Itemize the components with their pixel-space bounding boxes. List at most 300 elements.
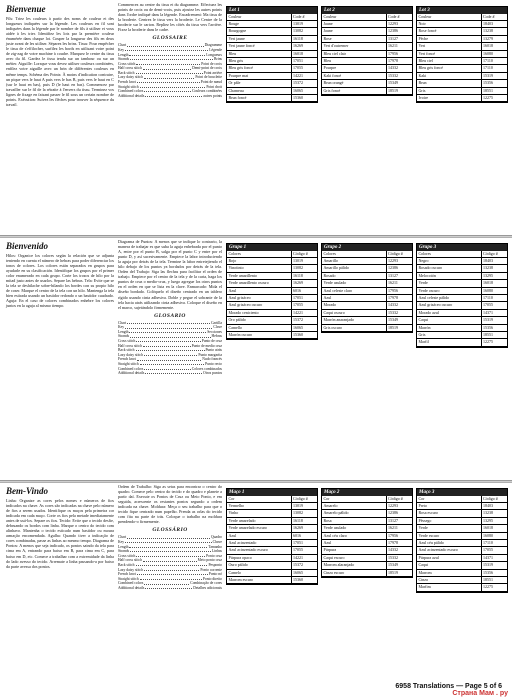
- table-row: [227, 73, 317, 80]
- table-row: [417, 570, 507, 577]
- color-name: Marrom alaranjado: [322, 562, 387, 568]
- glossary-leader-dots: [127, 43, 203, 46]
- color-code: 16080: [483, 287, 493, 293]
- table-header: [322, 251, 412, 258]
- color-name: Brun: [417, 80, 482, 86]
- color-name: Gris oscuro: [322, 325, 387, 331]
- color-name: Marrom escuro: [227, 577, 292, 583]
- color-name: Cinza escuro: [322, 570, 387, 576]
- glossary-leader-dots: [130, 57, 213, 60]
- color-name: Azul acinzentado escuro: [417, 547, 482, 553]
- color-code: 15319: [483, 72, 493, 78]
- table-row: [417, 21, 507, 28]
- color-code: 15349: [388, 80, 398, 86]
- color-code: 6016: [293, 287, 301, 293]
- color-name: Azul acinzentado: [227, 540, 292, 546]
- color-name: Púrpura: [322, 547, 387, 553]
- color-code: 18403: [483, 503, 493, 508]
- glossary-term-en: Length: [118, 544, 129, 549]
- color-code: 16080: [483, 532, 493, 538]
- table-row: [227, 570, 317, 577]
- color-name: Caqui oscuro: [322, 310, 387, 316]
- table-row: [417, 80, 507, 87]
- color-name: Marrón oscuro: [227, 332, 292, 338]
- color-code: 16018: [483, 43, 493, 49]
- color-name: Bleu ciel clair: [322, 51, 387, 57]
- color-name: Morado azul: [417, 310, 482, 316]
- color-code: 16080: [483, 50, 493, 56]
- glossary-leader-dots: [144, 367, 190, 370]
- color-name: Marfil: [417, 339, 482, 345]
- color-name: Caqui escuro: [322, 555, 387, 561]
- color-code: 15319: [483, 317, 493, 323]
- instruction-paragraph: Diagrama de Puntos: A menos que se indique lo contrario, la manera de trabajar es que suba la aguja enhebrada por el punto A, entre por el punto B, salga por el punto C y entre por el punto D, y así sucesivamente. Empiece la labor introduciendo la aguja por detrás de la tela. Termine la labor entretejiendo el hilo debajo de los puntos ya bordados por detrás de la tela. Orden del Trabajo: Siga las flechas para facilitar el orden de trabajo. Empiece por el centro de la tela y de la carta, haga los puntos de cruz o medio-cruz, y luego agregue los otros puntos en el orden en que se lista en la clave. Enmarcado: Mida el diseño bordado. Colóquelo el diseño centrado en un tablero rígido usando cinta adhesiva. Doble y pegue el sobrante de la tela hacia atrás utilizando cinta adhesiva. Coloque el diseño en el marco, sujetándolo firmemente.: [118, 239, 222, 310]
- color-name: Melocotón: [417, 273, 482, 279]
- glossary-term-translated: Point arrière: [203, 70, 222, 75]
- color-code: 16269: [293, 280, 303, 286]
- glossary-leader-dots: [140, 577, 202, 580]
- table-row: [417, 577, 507, 584]
- color-code: 16211: [388, 43, 398, 49]
- color-name: Púrpura opaco: [227, 555, 292, 561]
- color-code: 17055: [293, 302, 303, 308]
- instructions-column-right: [118, 484, 222, 591]
- color-name: Verde escuro: [417, 533, 482, 539]
- color-lot-table: [226, 6, 318, 103]
- glossary-term-translated: Longueurs: [206, 52, 222, 57]
- color-code: 17956: [388, 50, 398, 56]
- glossary-term-en: Additional details: [118, 371, 145, 376]
- glossary-term-en: Back stitch: [118, 348, 135, 353]
- glossary-term-translated: Otros puntos: [203, 371, 222, 376]
- glossary-term-translated: Punto de medio cruz: [191, 343, 222, 348]
- glossary-row: [118, 94, 222, 99]
- table-row: [322, 540, 412, 547]
- table-row: [227, 28, 317, 35]
- glossary-leader-dots: [144, 353, 197, 356]
- color-code: 18519: [388, 87, 398, 93]
- table-header: [227, 14, 317, 21]
- table-row: [227, 562, 317, 569]
- glossary-term-translated: Légende: [209, 47, 222, 52]
- glossary-term-en: French knot: [118, 572, 136, 577]
- header-code: Código #: [483, 251, 498, 256]
- color-name: Rosa: [322, 518, 387, 524]
- color-name: Kaki foncé: [322, 73, 387, 79]
- table-row: [417, 88, 507, 95]
- glossary-leader-dots: [129, 545, 207, 548]
- glossary-leader-dots: [127, 321, 210, 324]
- glossary-term-en: French knot: [118, 80, 136, 85]
- glossary-term-en: Key: [118, 325, 125, 330]
- glossary-term-en: Half cross stitch: [118, 558, 142, 563]
- color-name: Rose: [322, 36, 387, 42]
- color-code: 17055: [483, 547, 493, 553]
- glossary-term-translated: Ponto corrente: [200, 567, 222, 572]
- color-name: Azul: [227, 533, 292, 539]
- color-code: 12386: [388, 510, 398, 516]
- color-name: Verde: [417, 280, 482, 286]
- color-name: Azul grisáceo oscuro: [227, 302, 292, 308]
- instructions-column-left: [6, 484, 114, 570]
- glossary-term-translated: Colores combinados: [191, 366, 222, 371]
- color-code: 13295: [483, 272, 493, 278]
- glossary-term-translated: Point droit: [206, 84, 222, 89]
- table-row: [227, 36, 317, 43]
- table-row: [417, 28, 507, 35]
- color-code: 16269: [293, 525, 303, 531]
- color-name: Verde amarillento: [227, 273, 292, 279]
- glossary-row: [118, 371, 222, 376]
- color-code: 16018: [483, 280, 493, 286]
- color-name: Brun foncé: [227, 95, 292, 101]
- color-code: 17110: [483, 540, 493, 546]
- color-code: 17110: [483, 65, 493, 71]
- color-name: Azul: [227, 288, 292, 294]
- color-name: Verde oscuro: [417, 288, 482, 294]
- glossary-leader-dots: [137, 357, 202, 360]
- glossary-term-en: Strands: [118, 57, 130, 62]
- glossary-term-en: Cross stitch: [118, 61, 136, 66]
- table-row: [227, 525, 317, 532]
- glossary-term-en: Straight stitch: [118, 576, 139, 581]
- color-code: 13082: [293, 265, 303, 271]
- glossary-leader-dots: [130, 334, 210, 337]
- table-row: [227, 510, 317, 517]
- color-code: 17051: [293, 540, 303, 546]
- color-name: Morado ceniciento: [227, 310, 292, 316]
- glossary-term-translated: Detalhes adicionais: [193, 585, 222, 590]
- table-row: [417, 547, 507, 554]
- color-name: Verde amarillento oscuro: [227, 280, 292, 286]
- glossary-leader-dots: [143, 344, 191, 347]
- table-row: [322, 295, 412, 302]
- glossary-term-translated: Chave: [212, 540, 222, 545]
- color-name: Verde azulado: [322, 525, 387, 531]
- color-code: 13127: [388, 35, 398, 41]
- table-row: [417, 58, 507, 65]
- glossary-term-translated: Nudo francés: [202, 357, 222, 362]
- color-name: Caqui: [417, 317, 482, 323]
- color-name: Bleu gris: [227, 58, 292, 64]
- color-code: 17110: [483, 58, 493, 64]
- color-code: 12275: [483, 339, 493, 345]
- table-row: [322, 325, 412, 332]
- section-heading: Bienvenido: [6, 241, 48, 251]
- table-row: [417, 518, 507, 525]
- color-name: Verde amarelado escuro: [227, 525, 292, 531]
- color-name: Azul celeste pálido: [417, 295, 482, 301]
- glossary-leader-dots: [144, 568, 199, 571]
- color-name: Azul grisáceo oscuro: [417, 302, 482, 308]
- color-name: Gris: [417, 88, 482, 94]
- glossary-leader-dots: [136, 71, 203, 74]
- color-name: Azul: [322, 540, 387, 546]
- color-name: Bleu gris foncé: [417, 65, 482, 71]
- table-row: [417, 43, 507, 50]
- section-divider: [0, 235, 512, 238]
- instructions-column-left: [6, 239, 114, 310]
- color-code: 18551: [483, 577, 493, 583]
- header-color: Colores: [417, 251, 482, 257]
- table-row: [322, 36, 412, 43]
- color-code: 14332: [388, 65, 398, 71]
- color-name: Púrpura azul: [417, 555, 482, 561]
- glossary-leader-dots: [140, 85, 206, 88]
- glossary-term-en: Strands: [118, 549, 130, 554]
- glossary-leader-dots: [136, 563, 208, 566]
- table-row: [322, 273, 412, 280]
- table-row: [417, 273, 507, 280]
- instruction-paragraph: Ordem de Trabalho: Siga as setas para encontrar o centro do quadro. Comece pelo centro do tecido e do quadro e planeie a partir daí. Execute os Pontos de Cruz ou Meio Ponto, e em seguida, acrescente os restantes pontos segundo a ordem indicada na chave. Moldura: Meça o seu trabalho para que o tecido fique centrado num papelão. Prenda as orlas do tecido com fita na parte de trás. Coloque o trabalho na moldura prendendo-o firmemente.: [118, 484, 222, 525]
- color-code: 16211: [388, 525, 398, 531]
- color-code: 13279: [483, 35, 493, 41]
- table-row: [322, 51, 412, 58]
- header-color: Couleur: [227, 14, 292, 20]
- glossary-term-en: Key: [118, 47, 125, 52]
- color-code: 15356: [483, 80, 493, 86]
- glossary-term-en: Additional details: [118, 93, 145, 98]
- color-name: Noir: [417, 21, 482, 27]
- table-row: [227, 288, 317, 295]
- glossary-leader-dots: [125, 540, 211, 543]
- table-row: [417, 95, 507, 102]
- table-row: [417, 503, 507, 510]
- color-code: 15332: [388, 309, 398, 315]
- lot-title: Lot 1: [227, 7, 317, 14]
- color-name: Rouge: [227, 21, 292, 27]
- lot-title: Maço 1: [227, 489, 317, 496]
- color-name: Azul celeste claro: [322, 288, 387, 294]
- color-name: Vinho: [227, 510, 292, 516]
- color-code: 18551: [483, 332, 493, 338]
- color-code: 17055: [483, 302, 493, 308]
- lot-title: Grupo 1: [227, 244, 317, 251]
- glossary-term-translated: Ponto direito: [202, 576, 222, 581]
- color-name: Azul grisáceo: [227, 295, 292, 301]
- color-code: 17956: [388, 287, 398, 293]
- color-name: Rosado: [322, 273, 387, 279]
- table-row: [322, 265, 412, 272]
- table-row: [322, 533, 412, 540]
- table-row: [227, 80, 317, 87]
- color-name: Pêssego: [417, 518, 482, 524]
- glossary-leader-dots: [145, 371, 202, 374]
- section-heading: Bem-Vindo: [6, 486, 49, 496]
- table-row: [227, 295, 317, 302]
- color-code: 16065: [293, 87, 303, 93]
- glossary-term-en: Back stitch: [118, 562, 135, 567]
- color-code: 12386: [388, 265, 398, 271]
- glossary-term-translated: Linhas: [211, 549, 222, 554]
- color-name: Rosado oscuro: [417, 265, 482, 271]
- color-name: Jaune: [322, 21, 387, 27]
- table-row: [417, 65, 507, 72]
- glossary-term-en: French knot: [118, 357, 136, 362]
- table-row: [322, 547, 412, 554]
- color-name: Pourpre mat: [227, 73, 292, 79]
- color-name: Rojo: [227, 258, 292, 264]
- lot-title: Grupo 3: [417, 244, 507, 251]
- color-lot-table: [321, 6, 413, 96]
- glossary-term-translated: Cartilla: [210, 320, 222, 325]
- color-code: 16018: [293, 50, 303, 56]
- glossary-leader-dots: [144, 75, 194, 78]
- header-color: Cor: [417, 496, 482, 502]
- glossary-term-en: Combined colors: [118, 581, 144, 586]
- table-row: [417, 36, 507, 43]
- glossary-term-translated: Ponto cruz: [206, 553, 222, 558]
- color-code: 14332: [388, 302, 398, 308]
- color-lot-table: [321, 488, 413, 578]
- table-row: [322, 510, 412, 517]
- table-row: [227, 555, 317, 562]
- table-row: [417, 525, 507, 532]
- color-lot-table: [416, 488, 508, 593]
- section-divider: [0, 480, 512, 483]
- color-lot-table: [321, 243, 413, 333]
- color-name: Morado: [322, 302, 387, 308]
- header-color: Couleur: [417, 14, 482, 20]
- color-name: Preto: [417, 503, 482, 509]
- color-code: 18551: [483, 87, 493, 93]
- color-code: 13238: [483, 28, 493, 34]
- color-name: Brun orangé: [322, 80, 387, 86]
- color-code: 14371: [483, 309, 493, 315]
- color-name: Pourpre: [322, 65, 387, 71]
- color-code: 15372: [293, 562, 303, 568]
- color-code: 14221: [293, 72, 303, 78]
- glossary-leader-dots: [137, 80, 200, 83]
- instruction-paragraph: Linha: Organize as cores pelos nomes e números de fios indicados na chave. As cores são indicadas na chave pelo número de fios a serem usados. Identifique os maços pela primeira cor indicada em cada maço. Corte os fios pela metade imediatamente antes de usá-los. Separe os fios. Tecido: Evite que o tecido desfie, debruando os bordos com linha. Marque o centro do tecido com alinhavo. Mantenha o tecido esticado num bastidor ou moura armação encomendada. Agulha: Quando tiver a indicação de cores combinadas, passe as linhas ao mesmo tempo. Diagrama de Pontos: A menos que seja indicado, os pontos saindo da tela para cima em A, entrando para baixo em B, para cima em C, para baixo em D, etc. Comece a trabalhar com a extremidade da linha do lado avesso do tecido. Arremate a linha passando-a por baixo da parte avessa dos pontos.: [6, 498, 114, 569]
- glossary-title: GLOSSAIRE: [152, 35, 188, 42]
- glossary-leader-dots: [129, 330, 206, 333]
- color-name: Gris foncé: [322, 88, 387, 94]
- glossary-title: GLOSSÁRIO: [152, 527, 188, 534]
- glossary-leader-dots: [140, 362, 205, 365]
- glossary-leader-dots: [136, 554, 205, 557]
- glossary-term-translated: Ponto nó: [208, 572, 222, 577]
- glossary-title: GLOSARIO: [154, 312, 186, 319]
- color-code: 12275: [483, 584, 493, 590]
- glossary-term-translated: Pesponto: [208, 562, 222, 567]
- color-name: Negro: [417, 258, 482, 264]
- table-row: [417, 280, 507, 287]
- glossary-term-translated: Clave: [213, 325, 222, 330]
- glossary-term-translated: Punto recto: [205, 362, 222, 367]
- color-code: 17051: [293, 58, 303, 64]
- header-color: Colores: [322, 251, 387, 257]
- glossary-term-en: Cross stitch: [118, 339, 136, 344]
- color-code: 12386: [388, 28, 398, 34]
- glossary-term-translated: autres points: [203, 93, 222, 98]
- table-row: [227, 302, 317, 309]
- table-row: [417, 510, 507, 517]
- color-code: 15349: [388, 317, 398, 323]
- table-row: [417, 265, 507, 272]
- header-code: Code #: [483, 14, 495, 19]
- color-code: 15360: [293, 577, 303, 583]
- table-row: [417, 302, 507, 309]
- color-name: Caqui: [417, 562, 482, 568]
- glossary-term-translated: Punto margarita: [198, 352, 222, 357]
- lot-title: Lot 3: [417, 7, 507, 14]
- color-name: Camello: [227, 325, 292, 331]
- color-code: 13238: [483, 265, 493, 271]
- glossary-term-translated: Quadro: [210, 535, 222, 540]
- glossary-term-translated: Point de bouclette: [195, 75, 222, 80]
- color-code: 17956: [388, 532, 398, 538]
- table-row: [227, 540, 317, 547]
- table-row: [227, 21, 317, 28]
- table-row: [322, 302, 412, 309]
- lot-title: Grupo 2: [322, 244, 412, 251]
- glossary-term-translated: Couleurs combinées: [191, 89, 222, 94]
- color-code: 12293: [388, 258, 398, 263]
- lot-title: Maço 2: [322, 489, 412, 496]
- table-row: [227, 280, 317, 287]
- color-name: Bleu: [227, 51, 292, 57]
- table-row: [417, 325, 507, 332]
- instructions-column-right: [118, 2, 222, 98]
- color-code: 16269: [293, 43, 303, 49]
- instruction-paragraph: Hilos: Organice los colores según la relación que se adjunta teniendo en cuenta el número de hebras para poder diferenciar los tonos de colores. Los colores están separados en grupos para ayudarle en su clasificación. Identifique los grupos por el primer color enumerado en cada grupo. Corte los trozos de hilo por la mitad justo antes de usarlos. Separe las hebras. Tela: Evite que se la tela se deshilache sobre-hilando los bordes con su propio hilo de coser. Marque el centro de la tela con un hilo. Mantenga la tela bien estirada usando un bastidor redondo o un bastidor cuadrado. Aguja: En el caso de colores combinados enhebre los colores juntos en la aguja al mismo tiempo.: [6, 253, 114, 309]
- color-name: Cinza: [417, 577, 482, 583]
- table-row: [322, 525, 412, 532]
- color-name: Jaune: [322, 28, 387, 34]
- color-code: 15332: [388, 72, 398, 78]
- header-code: Code #: [293, 14, 305, 19]
- color-name: Chameau: [227, 88, 292, 94]
- table-row: [227, 317, 317, 324]
- header-color: Cor: [227, 496, 292, 502]
- page-footer: 6958 Translations — Page 5 of 6: [395, 683, 502, 690]
- color-code: 17055: [293, 65, 303, 71]
- table-row: [227, 95, 317, 102]
- table-row: [417, 310, 507, 317]
- color-code: 13238: [483, 510, 493, 516]
- color-code: 16118: [293, 35, 303, 41]
- color-code: 15356: [483, 324, 493, 330]
- color-code: 17051: [293, 295, 303, 301]
- glossary-leader-dots: [145, 94, 202, 97]
- color-name: Azul céu claro: [322, 533, 387, 539]
- watermark: Страна Мам . ру: [452, 690, 508, 697]
- color-code: 15356: [483, 569, 493, 575]
- color-lot-table: [416, 6, 508, 103]
- table-row: [417, 562, 507, 569]
- glossary-term-en: Cross stitch: [118, 553, 136, 558]
- color-code: 15372: [293, 80, 303, 86]
- color-code: 15372: [293, 317, 303, 323]
- color-code: 15349: [388, 562, 398, 568]
- glossary-term-en: Length: [118, 52, 129, 57]
- table-row: [417, 288, 507, 295]
- color-code: 13127: [388, 272, 398, 278]
- section-spanish: [4, 239, 508, 479]
- instruction-paragraph: Fils: Triez les couleurs à partir des noms de couleur et des longueurs indiquées sur la légende. Les couleurs en fil sont indiquées dans la légende par le nombre de fils à utiliser et vous aidée à les trier. Identifiez les lots par la première couleur énumérée dans chaque lot. Couper la longueur des fils en deux juste avant de les utiliser. Séparez les brins. Tissu: Pour empêcher le tissu de s'effilocher, surfilez les bords en utilisant votre point de zig-zag de votre machine à coudre. Marquez le centre du tissu avec du fil. Gardez le tissu tendu sur un tambour ou sur un métier. Aiguille: Lorsque vous devez utiliser couleurs combinées, enfilez votre aiguille avec un brin de différentes couleurs en même temps. Schéma des Points: À moins d'indication contraire, un pique vers le haut A puis vers le bas B, puis vers le haut en C (sur le haut en bas), puis D (le haut en bas). Commencez par travailler sur le fil de la rétraite à l'envers du tissu. Terminez vos lignes de fixage en faisant passer le fil sous un certain nombre de points. Exécution: Suivez les flèches pour trouver la séquence du travail.: [6, 16, 114, 107]
- color-code: 13082: [293, 510, 303, 516]
- glossary-leader-dots: [125, 48, 208, 51]
- color-name: Vert jaune foncé: [227, 43, 292, 49]
- header-color: Colores: [227, 251, 292, 257]
- color-code: 14371: [483, 554, 493, 560]
- color-name: Marrón anaranjado: [322, 317, 387, 323]
- table-row: [227, 325, 317, 332]
- lot-title: Lot 2: [322, 7, 412, 14]
- header-code: Código #: [293, 496, 308, 501]
- color-lot-table: [226, 243, 318, 340]
